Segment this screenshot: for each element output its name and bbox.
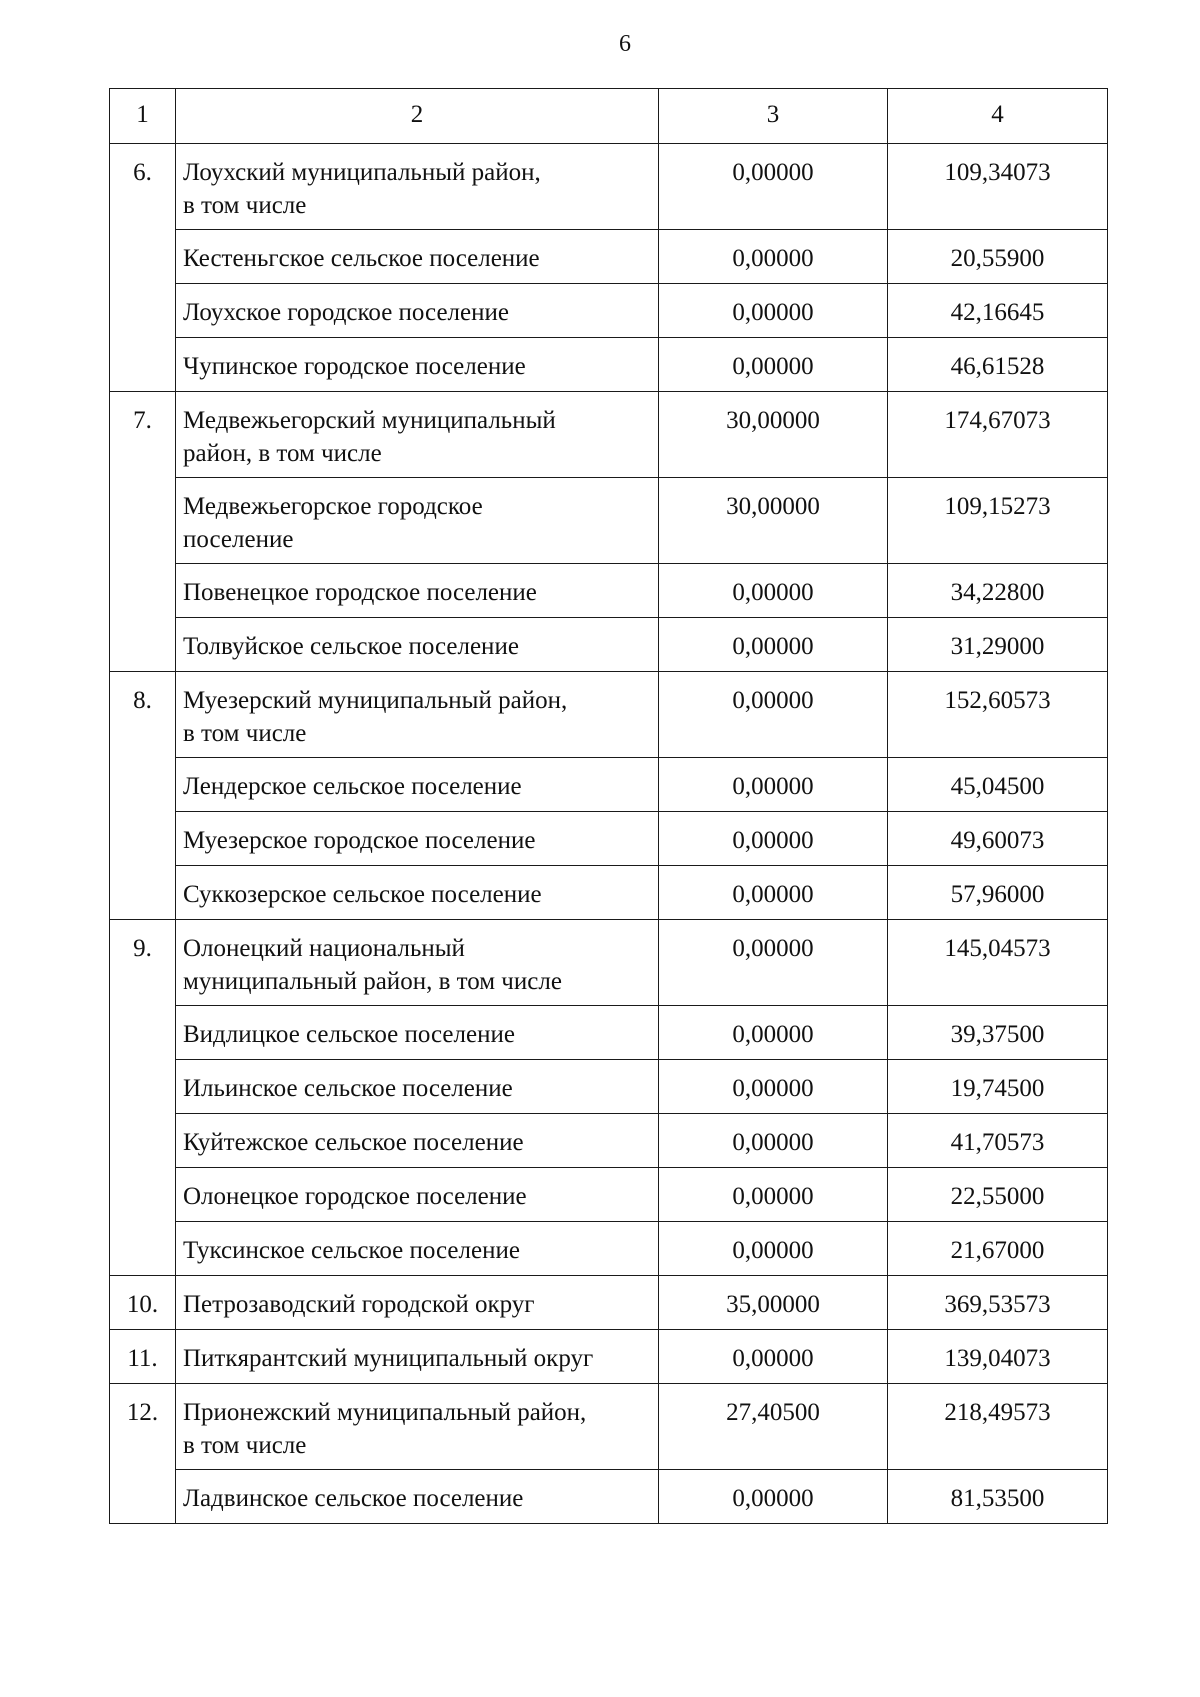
- allocation-table: [109, 88, 1108, 1524]
- table-row-sub: [110, 1060, 1108, 1114]
- column-4-value-cell: 22,55000: [888, 1168, 1108, 1222]
- table-row-group-head: [110, 920, 1108, 1006]
- municipality-name-cell: Медвежьегорский муниципальный район, в том числе: [176, 392, 659, 478]
- column-4-value-cell: 41,70573: [888, 1114, 1108, 1168]
- municipality-name-cell: Ильинское сельское поселение: [176, 1060, 659, 1114]
- column-4-value-cell: 49,60073: [888, 812, 1108, 866]
- column-3-value-cell: 0,00000: [659, 1222, 888, 1276]
- table-row-sub: [110, 1168, 1108, 1222]
- column-4-value-cell: 46,61528: [888, 338, 1108, 392]
- column-4-value-cell: 145,04573: [888, 920, 1108, 1006]
- municipality-name-cell: Видлицкое сельское поселение: [176, 1006, 659, 1060]
- column-4-value-cell: 139,04073: [888, 1330, 1108, 1384]
- column-3-value-cell: 0,00000: [659, 1114, 888, 1168]
- column-4-value-cell: 174,67073: [888, 392, 1108, 478]
- column-3-value-cell: 0,00000: [659, 1330, 888, 1384]
- column-4-value-cell: 152,60573: [888, 672, 1108, 758]
- table-header-row: [110, 89, 1108, 144]
- table-row-sub: [110, 758, 1108, 812]
- column-4-value-cell: 19,74500: [888, 1060, 1108, 1114]
- table-row-group-head: [110, 1384, 1108, 1470]
- municipality-name-cell: Медвежьегорское городское поселение: [176, 478, 659, 564]
- column-4-value-cell: 42,16645: [888, 284, 1108, 338]
- column-4-value-cell: 34,22800: [888, 564, 1108, 618]
- column-3-value-cell: 0,00000: [659, 672, 888, 758]
- municipality-name-cell: Повенецкое городское поселение: [176, 564, 659, 618]
- column-3-value-cell: 0,00000: [659, 284, 888, 338]
- column-3-value-cell: 0,00000: [659, 920, 888, 1006]
- column-3-value-cell: 0,00000: [659, 338, 888, 392]
- row-number-cell: 12.: [110, 1384, 176, 1524]
- table-row-sub: [110, 284, 1108, 338]
- column-4-value-cell: 21,67000: [888, 1222, 1108, 1276]
- page-number: 6: [619, 31, 631, 57]
- column-4-value-cell: 45,04500: [888, 758, 1108, 812]
- municipality-name-cell: Чупинское городское поселение: [176, 338, 659, 392]
- table-row-sub: [110, 1222, 1108, 1276]
- table-row-sub: [110, 230, 1108, 284]
- table-row-sub: [110, 618, 1108, 672]
- table-row-group-head: [110, 1330, 1108, 1384]
- municipality-name-cell: Олонецкий национальный муниципальный район, в том числе: [176, 920, 659, 1006]
- municipality-name-cell: Петрозаводский городской округ: [176, 1276, 659, 1330]
- column-3-value-cell: 30,00000: [659, 478, 888, 564]
- municipality-name-cell: Муезерское городское поселение: [176, 812, 659, 866]
- table-row-sub: [110, 866, 1108, 920]
- column-3-value-cell: 0,00000: [659, 812, 888, 866]
- municipality-name-cell: Олонецкое городское поселение: [176, 1168, 659, 1222]
- municipality-name-cell: Ладвинское сельское поселение: [176, 1470, 659, 1524]
- header-col-3: 3: [659, 89, 888, 144]
- municipality-name-cell: Туксинское сельское поселение: [176, 1222, 659, 1276]
- table-row-sub: [110, 1470, 1108, 1524]
- column-3-value-cell: 0,00000: [659, 1006, 888, 1060]
- column-3-value-cell: 0,00000: [659, 618, 888, 672]
- column-3-value-cell: 0,00000: [659, 230, 888, 284]
- table-row-group-head: [110, 392, 1108, 478]
- column-3-value-cell: 27,40500: [659, 1384, 888, 1470]
- header-col-2: 2: [176, 89, 659, 144]
- row-number-cell: 10.: [110, 1276, 176, 1330]
- row-number-cell: 9.: [110, 920, 176, 1276]
- table-row-sub: [110, 1114, 1108, 1168]
- municipality-name-cell: Лендерское сельское поселение: [176, 758, 659, 812]
- column-4-value-cell: 20,55900: [888, 230, 1108, 284]
- municipality-name-cell: Лоухское городское поселение: [176, 284, 659, 338]
- municipality-name-cell: Суккозерское сельское поселение: [176, 866, 659, 920]
- column-3-value-cell: 0,00000: [659, 144, 888, 230]
- column-3-value-cell: 0,00000: [659, 1470, 888, 1524]
- table-row-sub: [110, 1006, 1108, 1060]
- column-3-value-cell: 0,00000: [659, 758, 888, 812]
- row-number-cell: 6.: [110, 144, 176, 392]
- table-row-group-head: [110, 1276, 1108, 1330]
- column-3-value-cell: 0,00000: [659, 564, 888, 618]
- municipality-name-cell: Лоухский муниципальный район, в том числе: [176, 144, 659, 230]
- column-4-value-cell: 57,96000: [888, 866, 1108, 920]
- municipality-name-cell: Прионежский муниципальный район, в том числе: [176, 1384, 659, 1470]
- table-row-group-head: [110, 672, 1108, 758]
- column-4-value-cell: 218,49573: [888, 1384, 1108, 1470]
- column-3-value-cell: 0,00000: [659, 1168, 888, 1222]
- municipality-name-cell: Кестеньгское сельское поселение: [176, 230, 659, 284]
- column-3-value-cell: 30,00000: [659, 392, 888, 478]
- row-number-cell: 11.: [110, 1330, 176, 1384]
- column-3-value-cell: 35,00000: [659, 1276, 888, 1330]
- column-4-value-cell: 81,53500: [888, 1470, 1108, 1524]
- table-row-group-head: [110, 144, 1108, 230]
- column-4-value-cell: 109,34073: [888, 144, 1108, 230]
- column-4-value-cell: 369,53573: [888, 1276, 1108, 1330]
- table-body: [110, 89, 1108, 1524]
- row-number-cell: 7.: [110, 392, 176, 672]
- header-col-4: 4: [888, 89, 1108, 144]
- header-col-1: 1: [110, 89, 176, 144]
- column-4-value-cell: 31,29000: [888, 618, 1108, 672]
- column-4-value-cell: 39,37500: [888, 1006, 1108, 1060]
- row-number-cell: 8.: [110, 672, 176, 920]
- municipality-name-cell: Муезерский муниципальный район, в том числе: [176, 672, 659, 758]
- municipality-name-cell: Куйтежское сельское поселение: [176, 1114, 659, 1168]
- table-row-sub: [110, 478, 1108, 564]
- municipality-name-cell: Толвуйское сельское поселение: [176, 618, 659, 672]
- column-3-value-cell: 0,00000: [659, 866, 888, 920]
- table-row-sub: [110, 564, 1108, 618]
- municipality-name-cell: Питкярантский муниципальный округ: [176, 1330, 659, 1384]
- table-row-sub: [110, 812, 1108, 866]
- table-row-sub: [110, 338, 1108, 392]
- column-3-value-cell: 0,00000: [659, 1060, 888, 1114]
- column-4-value-cell: 109,15273: [888, 478, 1108, 564]
